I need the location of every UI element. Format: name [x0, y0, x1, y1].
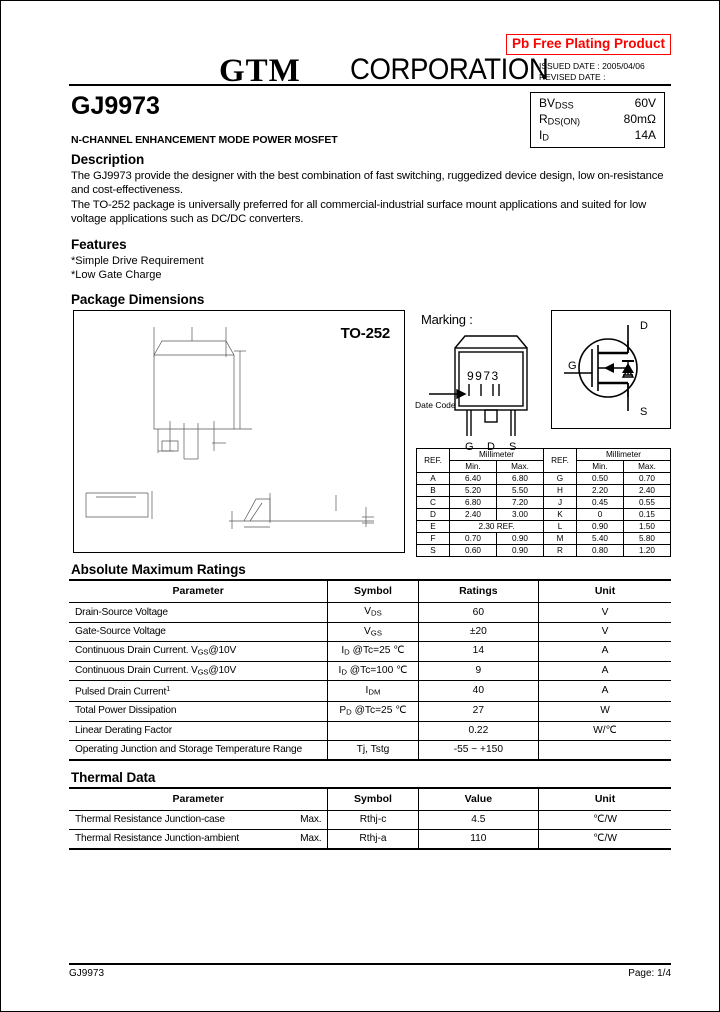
table-row [69, 721, 671, 740]
dim-col-ref: REF. [417, 449, 450, 473]
row-symbol [328, 721, 418, 740]
row-rating: 60 [418, 603, 538, 622]
dim-max: 1.20 [623, 545, 670, 557]
dim-min: 0.80 [577, 545, 624, 557]
terminal-label-source: S [640, 406, 648, 419]
row-symbol: Rthj-c [328, 810, 418, 829]
company-logo: GTM [219, 53, 301, 89]
footer-part-number: GJ9973 [69, 968, 105, 979]
footer-row [69, 965, 671, 979]
document-dates [539, 61, 645, 82]
col-parameter: Parameter [69, 580, 328, 603]
issued-date-line [539, 61, 645, 72]
dim-max: 0.70 [623, 473, 670, 485]
dim-ref: E [417, 521, 450, 533]
mosfet-symbol-box [551, 310, 671, 429]
dim-col-max: Max. [623, 461, 670, 473]
dim-ref: A [417, 473, 450, 485]
abs-max-heading: Absolute Maximum Ratings [71, 562, 246, 578]
description-heading: Description [71, 152, 145, 167]
terminal-label-drain: D [640, 320, 648, 333]
row-parameter: Pulsed Drain Current$^1$ [69, 680, 328, 701]
row-parameter: Drain-Source Voltage [69, 603, 328, 622]
table-row [417, 497, 671, 509]
spec-value: 80mΩ [623, 111, 656, 126]
spec-symbol-subscript: DSS [555, 100, 574, 111]
dim-min: 5.40 [577, 533, 624, 545]
col-symbol: Symbol [328, 788, 418, 811]
terminal-label-gate: G [568, 360, 577, 373]
description-paragraph-2: The TO-252 package is universally preferred for all commercial-industrial surface mount applications and suited for low voltage applications such as DC/DC converters. [71, 198, 647, 226]
table-row [69, 622, 671, 641]
company-name: CORPORATION [350, 53, 549, 86]
row-unit: V [539, 622, 671, 641]
col-symbol: Symbol [328, 580, 418, 603]
table-row [417, 545, 671, 557]
table-row [69, 661, 671, 680]
table-row [417, 521, 671, 533]
spec-row-rdson [539, 112, 656, 128]
row-unit: ℃/W [539, 810, 671, 829]
page-footer [69, 963, 671, 979]
spec-symbol: RDS(ON) [539, 111, 581, 127]
dim-max: 0.15 [623, 509, 670, 521]
thermal-data-heading: Thermal Data [71, 769, 156, 785]
mosfet-symbol-icon [552, 311, 668, 426]
row-symbol: ID @Tc=25 ℃ [328, 642, 418, 661]
dim-min: 0.90 [577, 521, 624, 533]
row-parameter: Linear Derating Factor [69, 721, 328, 740]
row-unit: A [539, 661, 671, 680]
table-header-row [69, 788, 671, 811]
footer-page-number: Page: 1/4 [628, 968, 671, 979]
row-value: 110 [418, 829, 538, 849]
title-block [69, 86, 671, 152]
dim-ref: J [543, 497, 576, 509]
page-header [69, 21, 671, 89]
dim-max: 7.20 [497, 497, 544, 509]
col-parameter: Parameter [69, 788, 328, 811]
table-row [417, 509, 671, 521]
row-parameter: Continuous Drain Current. VGS@10V [69, 661, 328, 680]
dim-ref: B [417, 485, 450, 497]
col-unit: Unit [539, 788, 671, 811]
feature-item: *Simple Drive Requirement [71, 254, 204, 267]
page-content [69, 21, 671, 850]
marking-drawing [421, 326, 549, 454]
row-parameter-text: Thermal Resistance Junction-ambient [75, 832, 239, 844]
dim-min: 0.60 [450, 545, 497, 557]
dim-col-max: Max. [497, 461, 544, 473]
table-row [69, 603, 671, 622]
col-value: Value [418, 788, 538, 811]
spec-value: 14A [634, 127, 656, 142]
row-rating: 9 [418, 661, 538, 680]
dim-ref: S [417, 545, 450, 557]
row-value: 4.5 [418, 810, 538, 829]
issued-date-value: 2005/04/06 [602, 61, 645, 71]
table-row [417, 485, 671, 497]
revised-date-line [539, 72, 645, 83]
dim-min: 0.45 [577, 497, 624, 509]
description-paragraph-1: The GJ9973 provide the designer with the best combination of fast switching, ruggedized device design, low on-resistance and cost-effectiveness. [71, 170, 664, 197]
absolute-maximum-ratings-table [69, 579, 671, 760]
features-heading: Features [71, 236, 127, 252]
dim-min: 2.20 [577, 485, 624, 497]
spec-value: 60V [634, 96, 656, 110]
dim-max: 5.80 [623, 533, 670, 545]
row-unit: V [539, 603, 671, 622]
table-row [69, 702, 671, 721]
dim-max: 5.50 [497, 485, 544, 497]
table-row [69, 740, 671, 760]
thermal-data-table [69, 787, 671, 850]
date-code-label: Date Code [415, 400, 456, 411]
dimension-table-header-row [417, 449, 671, 461]
row-unit: W/℃ [539, 721, 671, 740]
row-symbol: VDS [328, 603, 418, 622]
dim-max: 0.90 [497, 545, 544, 557]
dimension-table [416, 448, 671, 557]
spec-row-bvdss [539, 96, 656, 112]
page-subtitle: N-CHANNEL ENHANCEMENT MODE POWER MOSFET [71, 134, 338, 146]
svg-text:G: G [465, 441, 474, 454]
dim-min: 2.40 [450, 509, 497, 521]
row-rating: 40 [418, 680, 538, 701]
dim-col-ref: REF. [543, 449, 576, 473]
row-parameter [69, 829, 328, 849]
dim-ref: L [543, 521, 576, 533]
dim-max: 0.90 [497, 533, 544, 545]
dim-ref: R [543, 545, 576, 557]
package-dimensions-heading: Package Dimensions [71, 292, 205, 308]
table-row [69, 810, 671, 829]
dim-col-min: Min. [577, 461, 624, 473]
dim-ref: H [543, 485, 576, 497]
row-rating: 14 [418, 642, 538, 661]
row-symbol: IDM [328, 680, 418, 701]
table-row [69, 829, 671, 849]
dim-max: 1.50 [623, 521, 670, 533]
spec-symbol: BVDSS [539, 96, 574, 111]
row-unit: A [539, 680, 671, 701]
table-row [417, 533, 671, 545]
dim-span-value: 2.30 REF. [450, 521, 544, 533]
dim-ref: F [417, 533, 450, 545]
table-row [69, 642, 671, 661]
dim-ref: D [417, 509, 450, 521]
row-symbol: PD @Tc=25 ℃ [328, 702, 418, 721]
package-outline-drawing [74, 311, 404, 552]
dim-min: 0.50 [577, 473, 624, 485]
row-parameter-qualifier: Max. [300, 832, 322, 844]
svg-text:S: S [509, 441, 517, 454]
dim-max: 2.40 [623, 485, 670, 497]
row-parameter: Continuous Drain Current. VGS@10V [69, 642, 328, 661]
col-ratings: Ratings [418, 580, 538, 603]
row-unit: ℃/W [539, 829, 671, 849]
row-parameter [69, 810, 328, 829]
package-name-label: TO-252 [340, 325, 390, 343]
row-rating: -55 ~ +150 [418, 740, 538, 760]
row-parameter-qualifier: Max. [300, 813, 322, 825]
dim-col-min: Min. [450, 461, 497, 473]
svg-text:9973: 9973 [467, 369, 500, 384]
col-unit: Unit [539, 580, 671, 603]
row-unit [539, 740, 671, 760]
row-symbol: Rthj-a [328, 829, 418, 849]
dim-min: 6.40 [450, 473, 497, 485]
package-drawing-box [73, 310, 405, 553]
dim-col-millimeter: Millimeter [450, 449, 544, 461]
dim-max: 3.00 [497, 509, 544, 521]
row-rating: 0.22 [418, 721, 538, 740]
table-row [69, 680, 671, 701]
page-title: GJ9973 [71, 92, 160, 120]
revised-date-label: REVISED DATE : [539, 71, 606, 82]
dim-max: 0.55 [623, 497, 670, 509]
marking-label: Marking : [421, 312, 473, 328]
spec-symbol: ID [539, 127, 549, 143]
key-spec-box [530, 92, 665, 148]
feature-item: *Low Gate Charge [71, 269, 162, 282]
dim-ref: G [543, 473, 576, 485]
row-rating: ±20 [418, 622, 538, 641]
table-header-row [69, 580, 671, 603]
row-parameter: Total Power Dissipation [69, 702, 328, 721]
row-symbol: Tj, Tstg [328, 740, 418, 760]
table-row [417, 473, 671, 485]
issued-date-label: ISSUED DATE : [539, 61, 600, 71]
spec-row-id [539, 128, 656, 144]
package-dimensions-block [69, 310, 671, 560]
dim-min: 5.20 [450, 485, 497, 497]
dim-ref: M [543, 533, 576, 545]
row-rating: 27 [418, 702, 538, 721]
row-unit: A [539, 642, 671, 661]
svg-text:D: D [487, 441, 495, 454]
dim-ref: K [543, 509, 576, 521]
dim-ref: C [417, 497, 450, 509]
row-parameter: Gate-Source Voltage [69, 622, 328, 641]
row-unit: W [539, 702, 671, 721]
row-symbol: ID @Tc=100 ℃ [328, 661, 418, 680]
dim-max: 6.80 [497, 473, 544, 485]
dim-min: 0 [577, 509, 624, 521]
dim-min: 6.80 [450, 497, 497, 509]
spec-symbol-subscript: DS(ON) [547, 116, 581, 127]
dim-min: 0.70 [450, 533, 497, 545]
row-parameter: Operating Junction and Storage Temperature Range [69, 740, 328, 760]
pb-free-badge: Pb Free Plating Product [506, 34, 671, 55]
marking-block [415, 310, 671, 454]
row-parameter-text: Thermal Resistance Junction-case [75, 813, 225, 825]
spec-symbol-subscript: D [542, 132, 549, 143]
dim-col-millimeter: Millimeter [577, 449, 671, 461]
row-symbol: VGS [328, 622, 418, 641]
